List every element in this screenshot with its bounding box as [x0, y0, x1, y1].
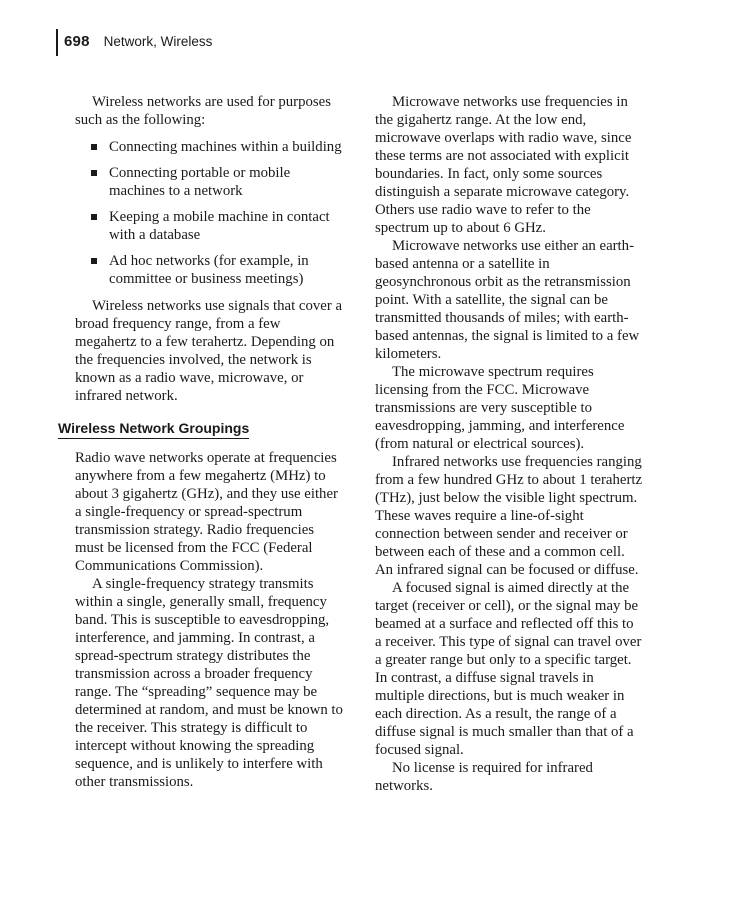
signals-paragraph: Wireless networks use signals that cover a broad frequency range, from a few megahertz to a few terahertz. Depending on the frequencies involved, the network is known as a radio wave, microwave, or infrared network. [75, 298, 343, 404]
list-item: Connecting machines within a building [109, 139, 342, 155]
infrared-paragraph: Infrared networks use frequencies ranging from a few hundred GHz to about 1 terahertz (THz), just below the visible light spectrum. These waves require a line-of-sight connection between sender and receiver or between each of these and a common cell. An infrared signal can be focused or diffuse. [375, 454, 643, 578]
license-paragraph: No license is required for infrared networks. [375, 760, 593, 794]
right-column [375, 93, 643, 795]
focused-signal-paragraph: A focused signal is aimed directly at the target (receiver or cell), or the signal may be beamed at a surface and reflected off this to a receiver. This type of signal can travel over a greater range but only to a specific target. In contrast, a diffuse signal travels in multiple directions, but is much weaker in each direction. As a result, the range of a diffuse signal is much smaller than that of a focused signal. [375, 580, 642, 758]
list-item: Ad hoc networks (for example, in committee or business meetings) [109, 252, 343, 288]
purpose-list [75, 138, 343, 288]
list-item: Connecting portable or mobile machines to a network [109, 164, 343, 200]
running-title: Network, Wireless [103, 34, 213, 49]
microwave-antenna-paragraph: Microwave networks use either an earth-based antenna or a satellite in geosynchronous orbit as the retransmission point. With a satellite, the signal can be transmitted thousands of miles; with earth-based antennas, the signal is limited to a few kilometers. [375, 238, 640, 362]
list-item: Keeping a mobile machine in contact with a database [109, 208, 343, 244]
page-number: 698 [64, 33, 90, 50]
section-heading: Wireless Network Groupings [58, 419, 249, 439]
single-frequency-paragraph: A single-frequency strategy transmits within a single, generally small, frequency band. This is susceptible to eavesdropping, interference, and jamming. In contrast, a spread-spectrum strategy distributes the transmission across a broader frequency range. The “spreading” sequence may be determined at random, and must be known to the receiver. This strategy is difficult to intercept without knowing the spreading sequence, and is unlikely to interfere with other transmissions. [75, 576, 343, 790]
intro-paragraph: Wireless networks are used for purposes such as the following: [75, 94, 331, 128]
radio-wave-paragraph: Radio wave networks operate at frequencies anywhere from a few megahertz (MHz) to about 3 gigahertz (GHz), and they use either a single-frequency or spread-spectrum transmission strategy. Radio frequencies must be licensed from the FCC (Federal Communications Commission). [75, 450, 338, 574]
left-column [58, 93, 343, 791]
microwave-range-paragraph: Microwave networks use frequencies in the gigahertz range. At the low end, microwave overlaps with radio wave, since these terms are not associated with explicit boundaries. In fact, only some sources distinguish a separate microwave category. Others use radio wave to refer to the spectrum up to about 6 GHz. [375, 94, 632, 236]
running-header [58, 33, 212, 55]
microwave-licensing-paragraph: The microwave spectrum requires licensing from the FCC. Microwave transmissions are very susceptible to eavesdropping, jamming, and interference (from natural or electrical sources). [375, 364, 625, 452]
